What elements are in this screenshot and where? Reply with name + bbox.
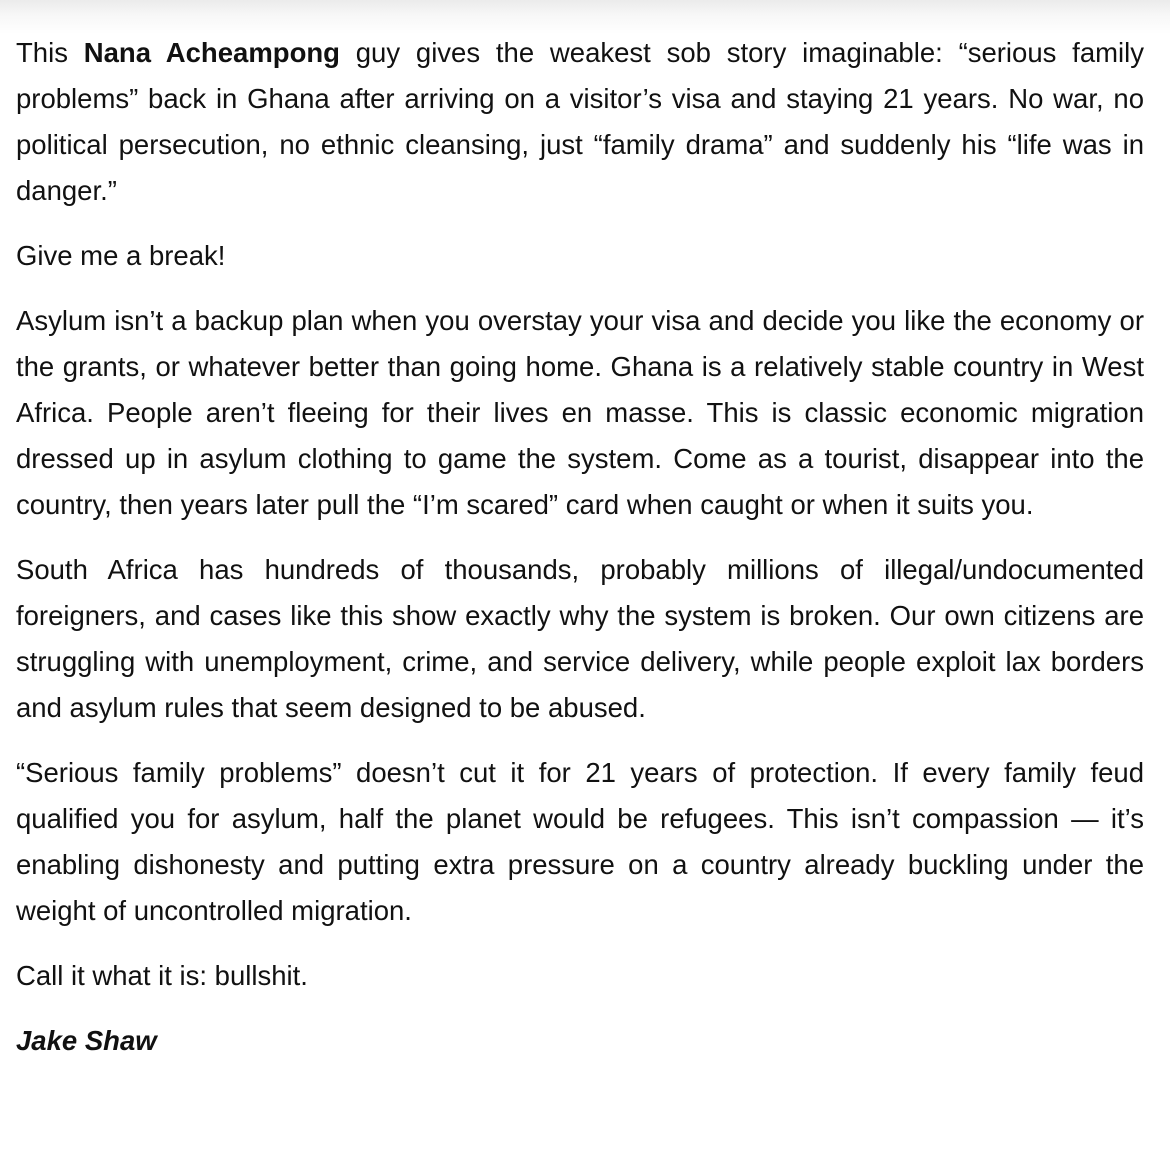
intro-lead-text: This	[16, 37, 84, 68]
paragraph-conclusion: Call it what it is: bullshit.	[16, 960, 308, 991]
top-shadow	[0, 0, 1170, 34]
paragraph-family-problems: “Serious family problems” doesn’t cut it for 21 years of protection. If every family feud qualified you for asylum, half the planet would be refugees. This isn’t compassion — it’s enabling dishonesty and putting extra pressure on a country already buckling under the weight of uncontrolled migration.	[16, 757, 1144, 926]
paragraph-asylum: Asylum isn’t a backup plan when you overstay your visa and decide you like the economy or the grants, or whatever better than going home. Ghana is a relatively stable country in West Africa. People aren’t fleeing for their lives en masse. This is classic economic migration dressed up in asylum clothing to game the system. Come as a tourist, disappear into the country, then years later pull the “I’m scared” card when caught or when it suits you.	[16, 305, 1144, 520]
paragraph-intro	[16, 30, 1144, 214]
author-signature: Jake Shaw	[16, 1025, 157, 1056]
document-body	[16, 30, 1144, 1083]
person-name-bold: Nana Acheampong	[83, 37, 340, 68]
paragraph-south-africa: South Africa has hundreds of thousands, probably millions of illegal/undocumented foreigners, and cases like this show exactly why the system is broken. Our own citizens are struggling with unemployment, crime, and service delivery, while people exploit lax borders and asylum rules that seem designed to be abused.	[16, 554, 1144, 723]
paragraph-exclamation: Give me a break!	[16, 240, 226, 271]
intro-rest-text: guy gives the weakest sob story imaginable: “serious family problems” back in Ghana after arriving on a visitor’s visa and staying 21 years. No war, no political persecution, no ethnic cleansing, just “family drama” and suddenly his “life was in danger.”	[16, 37, 1144, 206]
